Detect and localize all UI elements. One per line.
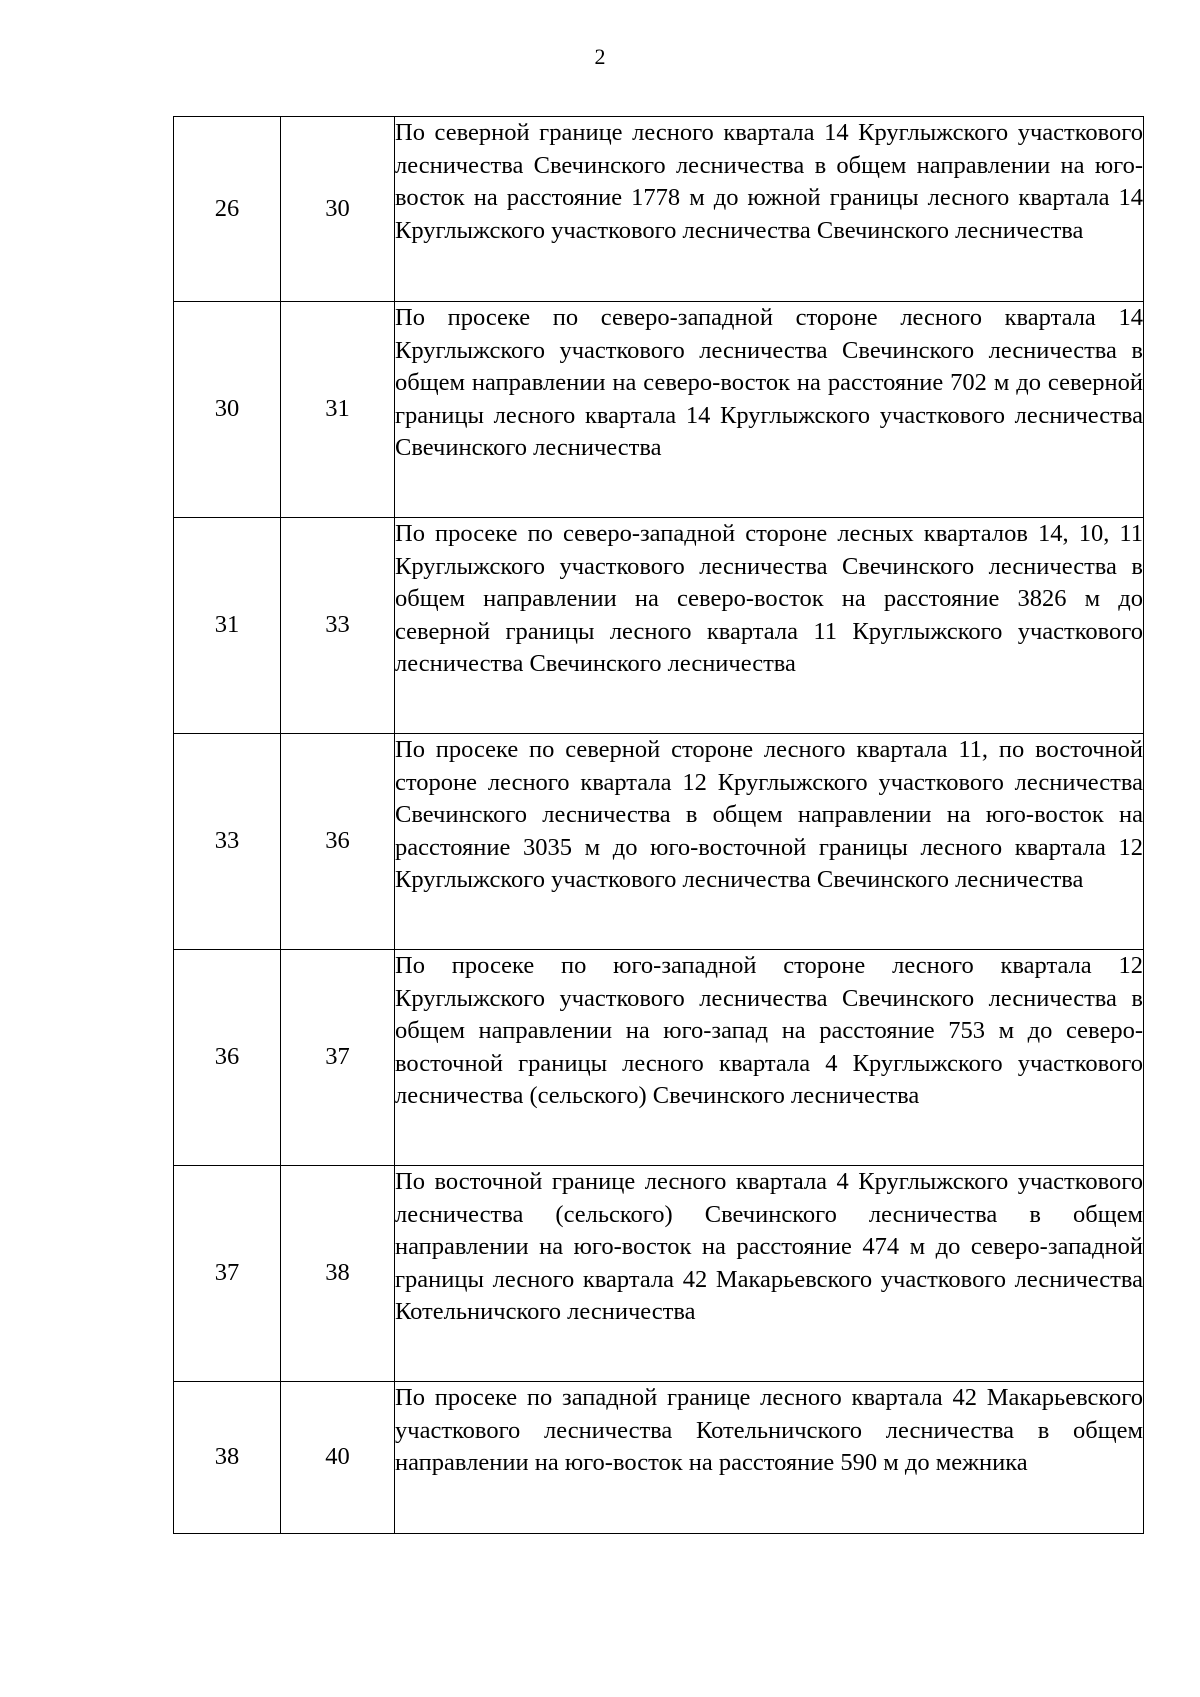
segment-description: По просеке по западной границе лесного квартала 42 Макарьевского участкового лесничества Котельничского лесничества в общем направлении на юго-восток на расстояние 590 м до межника [395,1382,1144,1534]
point-to: 31 [281,302,395,518]
table-row [174,950,1144,1166]
table-row [174,1382,1144,1534]
segment-description: По северной границе лесного квартала 14 Круглыжского участкового лесничества Свечинского лесничества в общем направлении на юго-восток на расстояние 1778 м до южной границы лесного квартала 14 Круглыжского участкового лесничества Свечинского лесничества [395,117,1144,302]
point-from: 33 [174,734,281,950]
segment-description: По просеке по северо-западной стороне лесного квартала 14 Круглыжского участкового лесничества Свечинского лесничества в общем направлении на северо-восток на расстояние 702 м до северной границы лесного квартала 14 Круглыжского участкового лесничества Свечинского лесничества [395,302,1144,518]
point-to: 33 [281,518,395,734]
point-from: 37 [174,1166,281,1382]
point-to: 36 [281,734,395,950]
table-row [174,518,1144,734]
point-from: 36 [174,950,281,1166]
point-from: 26 [174,117,281,302]
table-row [174,117,1144,302]
point-to: 40 [281,1382,395,1534]
page-number: 2 [594,44,606,69]
point-to: 37 [281,950,395,1166]
segment-description: По просеке по северо-западной стороне лесных кварталов 14, 10, 11 Круглыжского участкового лесничества Свечинского лесничества в общем направлении на северо-восток на расстояние 3826 м до северной границы лесного квартала 11 Круглыжского участкового лесничества Свечинского лесничества [395,518,1144,734]
point-to: 38 [281,1166,395,1382]
table-row [174,734,1144,950]
segment-description: По просеке по северной стороне лесного квартала 11, по восточной стороне лесного квартала 12 Круглыжского участкового лесничества Свечинского лесничества в общем направлении на юго-восток на расстояние 3035 м до юго-восточной границы лесного квартала 12 Круглыжского участкового лесничества Свечинского лесничества [395,734,1144,950]
point-to: 30 [281,117,395,302]
segment-description: По восточной границе лесного квартала 4 Круглыжского участкового лесничества (сельского) Свечинского лесничества в общем направлении на юго-восток на расстояние 474 м до северо-западной границы лесного квартала 42 Макарьевского участкового лесничества Котельничского лесничества [395,1166,1144,1382]
point-from: 30 [174,302,281,518]
point-from: 31 [174,518,281,734]
point-from: 38 [174,1382,281,1534]
table-row [174,302,1144,518]
boundary-table [173,116,1144,1534]
table-row [174,1166,1144,1382]
segment-description: По просеке по юго-западной стороне лесного квартала 12 Круглыжского участкового лесничества Свечинского лесничества в общем направлении на юго-запад на расстояние 753 м до северо-восточной границы лесного квартала 4 Круглыжского участкового лесничества (сельского) Свечинского лесничества [395,950,1144,1166]
